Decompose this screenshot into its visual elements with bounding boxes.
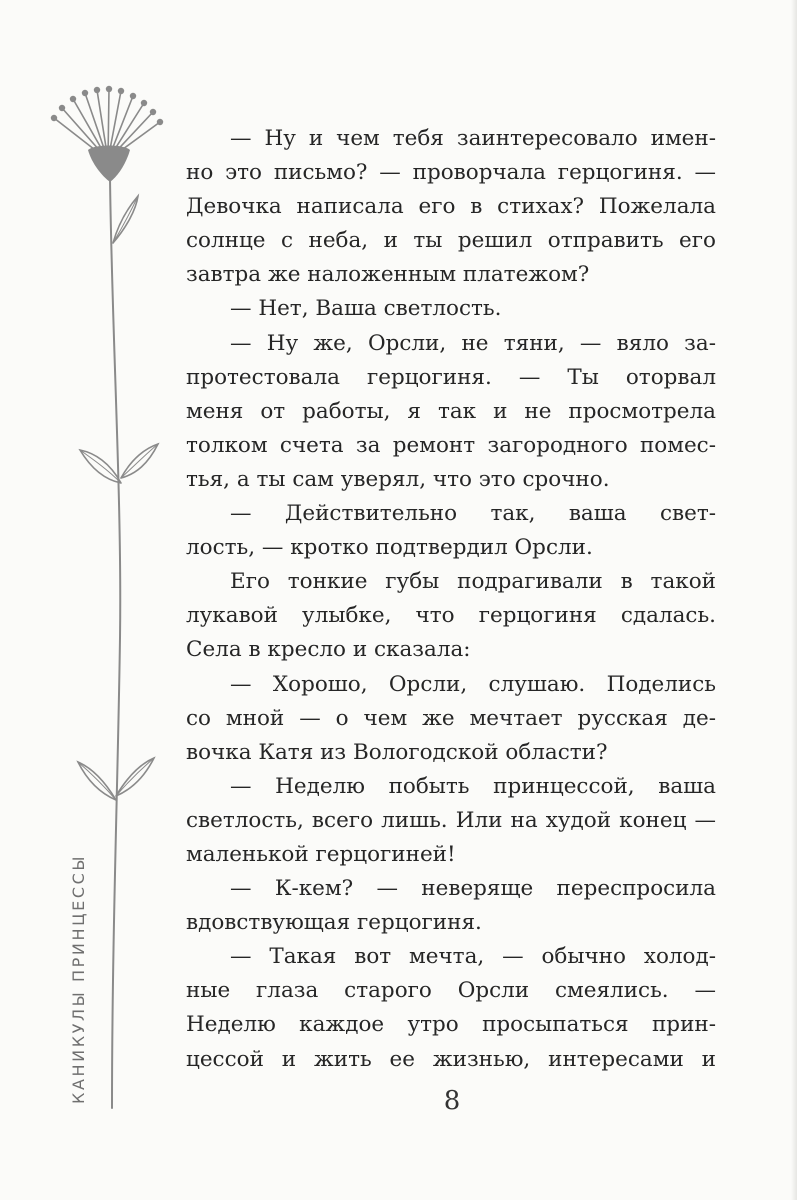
- text-line: — К-кем? — неверяще переспросила: [230, 876, 716, 902]
- text-line: тья, а ты сам уверял, что это срочно.: [186, 466, 610, 492]
- text-line: — Ну и чем тебя заинтересовало имен-: [230, 126, 716, 151]
- text-line: вочка Катя из Вологодской области?: [186, 739, 608, 765]
- text-line: — Неделю побыть принцессой, ваша: [230, 773, 716, 799]
- text-line: Села в кресло и сказала:: [186, 637, 471, 663]
- text-line: со мной — о чем же мечтает русская де-: [186, 705, 716, 731]
- text-line: светлость, всего лишь. Или на худой конец —: [186, 807, 716, 833]
- page-number: 8: [443, 1086, 461, 1116]
- text-line: цессой и жить ее жизнью, интересами и: [186, 1046, 716, 1072]
- body-text: [186, 122, 716, 1077]
- text-line: лукавой улыбке, что герцогиня сдалась.: [186, 603, 716, 629]
- text-line: — Такая вот мечта, — обычно холод-: [230, 944, 716, 970]
- text-line: Его тонкие губы подрагивали в такой: [230, 569, 716, 595]
- flower-stem-illustration: [40, 78, 170, 1118]
- text-line: — Действительно так, ваша свет-: [230, 501, 716, 527]
- text-line: протестовала герцогиня. — Ты оторвал: [186, 364, 716, 390]
- text-line: но это письмо? — проворчала герцогиня. —: [186, 160, 716, 186]
- running-head: КАНИКУЛЫ ПРИНЦЕССЫ: [69, 853, 88, 1104]
- text-line: вдовствующая герцогиня.: [186, 910, 482, 936]
- text-line: солнце с неба, и ты решил отправить его: [186, 228, 716, 254]
- text-line: — Хорошо, Орсли, слушаю. Поделись: [230, 671, 716, 697]
- text-line: маленькой герцогиней!: [186, 841, 456, 867]
- text-line: Девочка написала его в стихах? Пожелала: [186, 194, 716, 220]
- text-line: завтра же наложенным платежом?: [186, 262, 590, 288]
- text-line: ные глаза старого Орсли смеялись. —: [186, 978, 716, 1004]
- text-line: — Нет, Ваша светлость.: [230, 296, 502, 322]
- text-line: Неделю каждое утро просыпаться прин-: [186, 1012, 716, 1038]
- text-line: меня от работы, я так и не просмотрела: [186, 398, 716, 424]
- text-line: толком счета за ремонт загородного помес-: [186, 432, 716, 458]
- text-line: лость, — кротко подтвердил Орсли.: [186, 535, 593, 561]
- text-line: — Ну же, Орсли, не тяни, — вяло за-: [230, 330, 716, 356]
- page-edge-shadow: [791, 0, 797, 1200]
